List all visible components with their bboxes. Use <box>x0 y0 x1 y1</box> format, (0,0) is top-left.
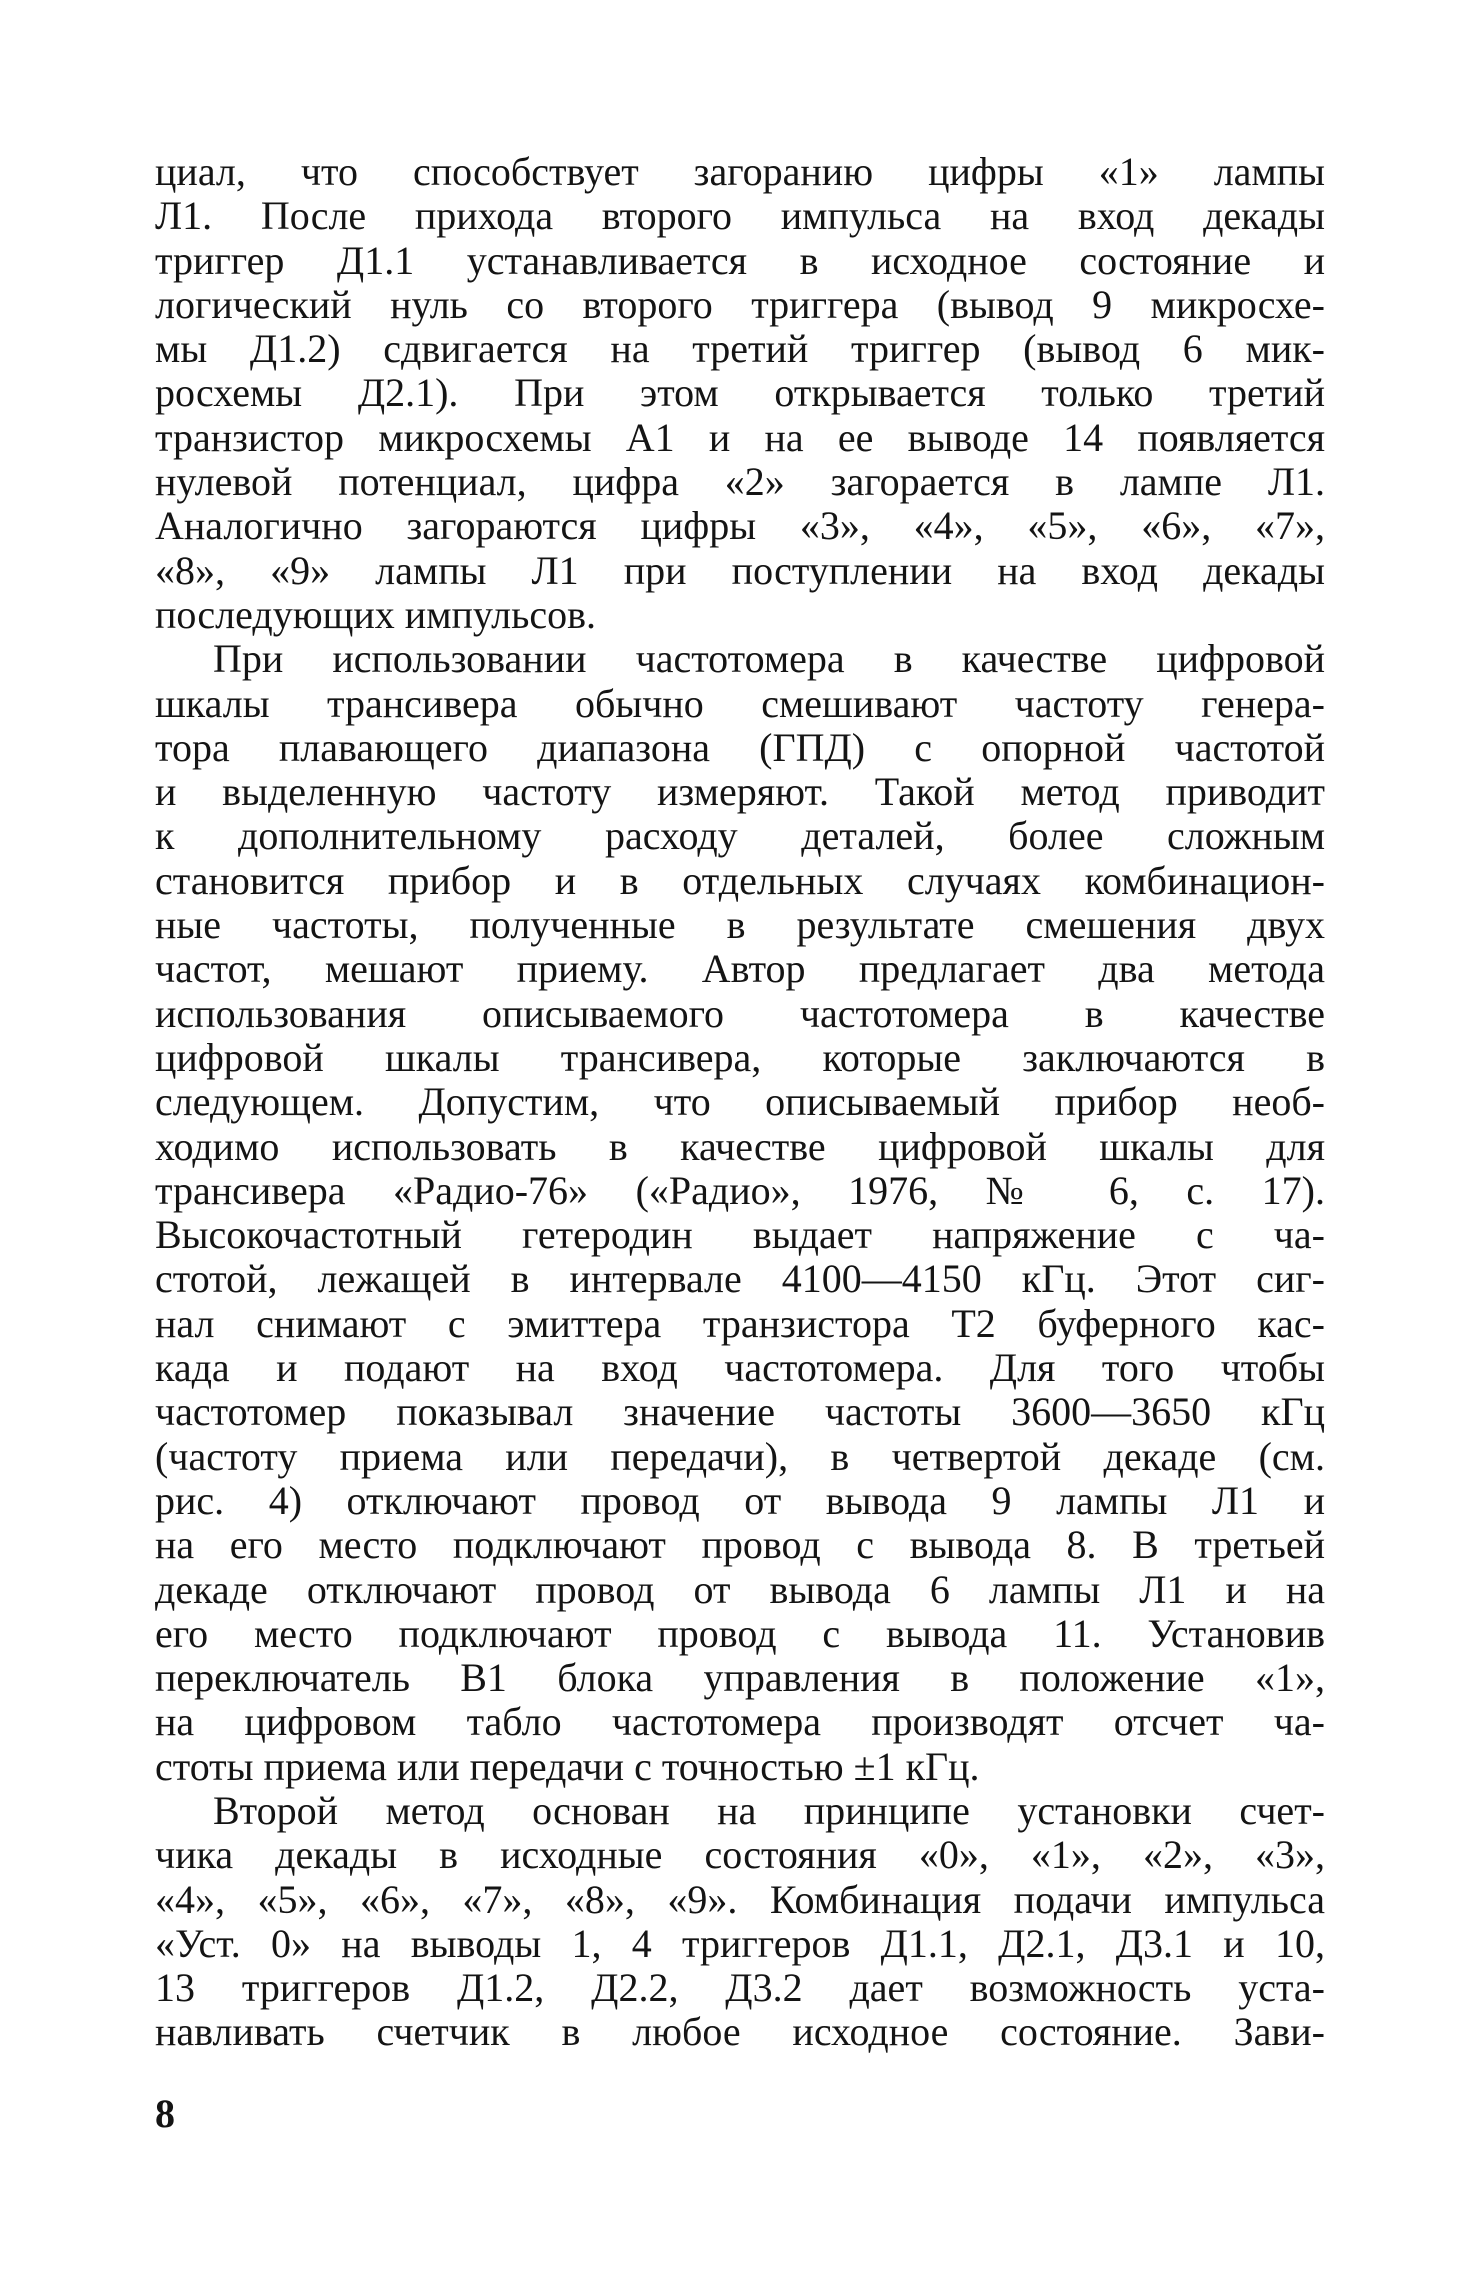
text-line: «8», «9» лампы Л1 при поступлении на вход декады <box>155 547 1325 593</box>
text-line: «Уст. 0» на выводы 1, 4 триггеров Д1.1, Д2.1, Д3.1 и 10, <box>155 1920 1325 1966</box>
text-line: на его место подключают провод с вывода 8. В третьей <box>155 1522 1325 1568</box>
text-line: Высокочастотный гетеродин выдает напряжение с ча- <box>155 1212 1325 1258</box>
text-line: частот, мешают приему. Автор предлагает два метода <box>155 946 1325 992</box>
text-line: следующем. Допустим, что описываемый прибор необ- <box>155 1079 1325 1125</box>
text-line: шкалы трансивера обычно смешивают частоту генера- <box>155 680 1325 726</box>
text-line: 13 триггеров Д1.2, Д2.2, Д3.2 дает возможность уста- <box>155 1965 1325 2011</box>
text-line: логический нуль со второго триггера (вывод 9 микросхе- <box>155 281 1325 327</box>
page-number: 8 <box>155 2091 175 2136</box>
text-line: Л1. После прихода второго импульса на вход декады <box>155 193 1325 239</box>
text-line: тора плавающего диапазона (ГПД) с опорной частотой <box>155 724 1325 770</box>
text-line: росхемы Д2.1). При этом открывается только третий <box>155 370 1325 416</box>
text-line: ходимо использовать в качестве цифровой шкалы для <box>155 1123 1325 1169</box>
paragraph-2 <box>155 637 1325 1789</box>
text-line: (частоту приема или передачи), в четвертой декаде (см. <box>155 1433 1325 1479</box>
text-line: декаде отключают провод от вывода 6 лампы Л1 и на <box>155 1566 1325 1612</box>
text-line: стотой, лежащей в интервале 4100—4150 кГц. Этот сиг- <box>155 1256 1325 1302</box>
text-line: «4», «5», «6», «7», «8», «9». Комбинация подачи импульса <box>155 1876 1325 1922</box>
text-line: и выделенную частоту измеряют. Такой метод приводит <box>155 769 1325 815</box>
text-line: становится прибор и в отдельных случаях комбинацион- <box>155 857 1325 903</box>
text-line: триггер Д1.1 устанавливается в исходное состояние и <box>155 237 1325 283</box>
text-line: навливать счетчик в любое исходное состояние. Зави- <box>155 2009 1325 2055</box>
text-line: последующих импульсов. <box>155 591 596 637</box>
text-line: переключатель В1 блока управления в положение «1», <box>155 1655 1325 1701</box>
text-line: к дополнительному расходу деталей, более сложным <box>155 813 1325 859</box>
text-line: рис. 4) отключают провод от вывода 9 лампы Л1 и <box>155 1477 1325 1523</box>
text-line: использования описываемого частотомера в качестве <box>155 990 1325 1036</box>
text-line: частотомер показывал значение частоты 3600—3650 кГц <box>155 1389 1325 1435</box>
text-line: нал снимают с эмиттера транзистора Т2 буферного кас- <box>155 1300 1325 1346</box>
text-line: када и подают на вход частотомера. Для того чтобы <box>155 1345 1325 1391</box>
body-text <box>155 150 1325 2055</box>
text-line: стоты приема или передачи с точностью ±1 кГц. <box>155 1743 980 1789</box>
text-line: ные частоты, полученные в результате смешения двух <box>155 902 1325 948</box>
text-line: цифровой шкалы трансивера, которые заключаются в <box>155 1034 1325 1080</box>
text-line: чика декады в исходные состояния «0», «1», «2», «3», <box>155 1832 1325 1878</box>
text-line: Аналогично загораются цифры «3», «4», «5», «6», «7», <box>155 503 1325 549</box>
text-line: трансивера «Радио-76» («Радио», 1976, № 6, с. 17). <box>155 1167 1325 1213</box>
text-line: При использовании частотомера в качестве цифровой <box>213 636 1325 682</box>
text-line: циал, что способствует загоранию цифры «1» лампы <box>155 149 1325 194</box>
paragraph-1 <box>155 150 1325 637</box>
text-line: нулевой потенциал, цифра «2» загорается в лампе Л1. <box>155 459 1325 505</box>
text-line: Второй метод основан на принципе установки счет- <box>213 1787 1325 1833</box>
text-line: мы Д1.2) сдвигается на третий триггер (вывод 6 мик- <box>155 326 1325 372</box>
text-line: его место подключают провод с вывода 11. Установив <box>155 1610 1325 1656</box>
text-line: на цифровом табло частотомера производят отсчет ча- <box>155 1699 1325 1745</box>
text-line: транзистор микросхемы А1 и на ее выводе 14 появляется <box>155 414 1325 460</box>
paragraph-3 <box>155 1789 1325 2055</box>
